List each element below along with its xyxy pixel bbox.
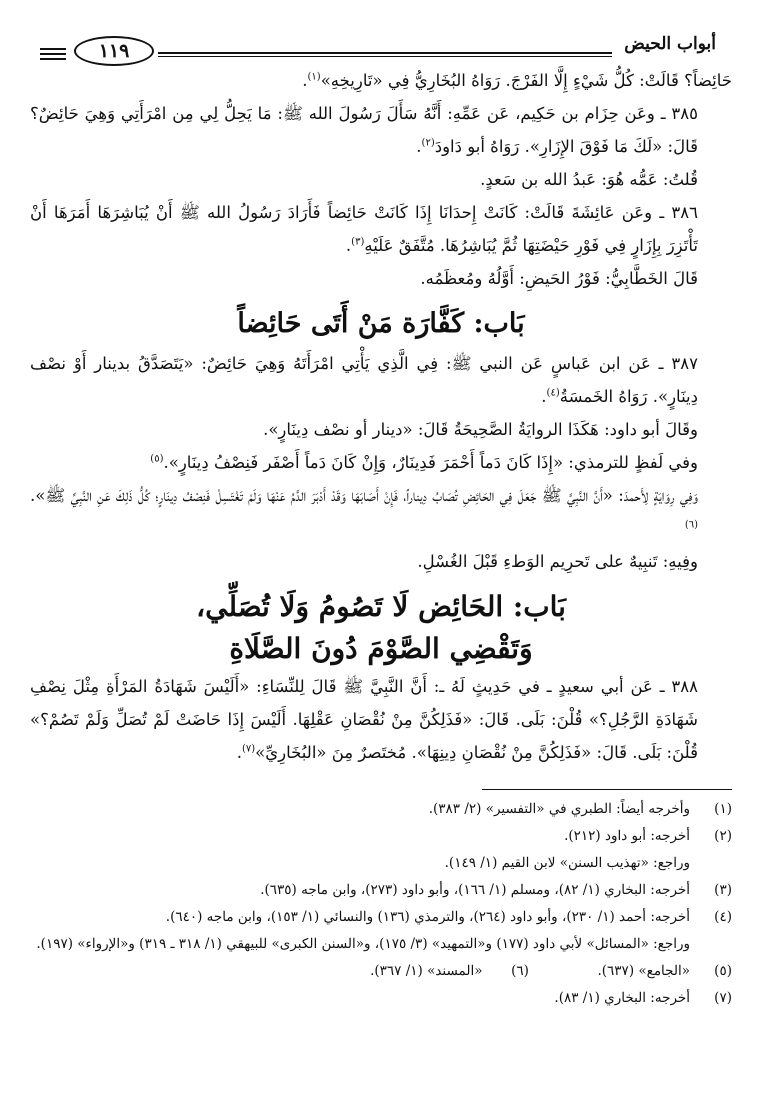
hadith-385: ٣٨٥ ـ وعَن حِزَام بن حَكِيم، عَن عَمِّهِ: أَنَّهُ سَأَلَ رَسُولَ الله ﷺ: مَا يَحِلُّ لِي مِن امْرَأَتِي وَهِيَ حَائِضٌ؟ قَالَ: «لَكَ مَا فَوْقَ الإِزَارِ». رَوَاهُ أبو دَاودَ$^{(٢)}$. xyxy=(30,104,698,156)
main-text xyxy=(30,64,732,769)
paragraph: قُلتُ: عَمُّه هُوَ: عَبدُ الله بن سَعدٍ. xyxy=(480,170,698,189)
running-title: أبواب الحيض xyxy=(624,34,716,54)
chapter-heading: بَاب: كَفَّارَة مَنْ أَتَى حَائِضاً xyxy=(237,308,525,339)
footnote: (٤) أخرجه: أحمد (١/ ٢٣٠)، وأبو داود (٢٦٤)، والترمذي (١٣٦) والنسائي (١/ ١٥٣)، وابن ماجه (٦٤٠). xyxy=(165,909,732,925)
hadith-387: ٣٨٧ ـ عَن ابن عَباسٍ عَن النبي ﷺ: فِي الَّذِي يَأْتِي امْرَأَتَهُ وَهِيَ حَائِضٌ: «يَتَصَدَّقُ بدينار أَوْ نصْف دِينَارٍ». رَوَاهُ الخَمسَةُ$^{(٤)}$. xyxy=(30,354,698,406)
footnote-mark: (١) xyxy=(307,71,321,83)
footnote: (٧) أخرجه: البخاري (١/ ٨٣). xyxy=(554,990,732,1006)
chapter-heading-2: بَاب: الحَائِض لَا تَصُومُ وَلَا تُصَلِّي، وَتَقْضِي الصَّوْمَ دُونَ الصَّلَاةِ xyxy=(196,590,566,665)
footnote: (١) وأخرجه أيضاً: الطبري في «التفسير» (٢/ ٣٨٣). xyxy=(428,801,732,817)
paragraph: وفِيهِ: تَنبِيهٌ على تَحرِيم الوَطءِ قَبْلَ الغُسْلِ. xyxy=(417,552,698,571)
footnote-mark: (٤) xyxy=(546,387,560,399)
paragraph: وَفِي رِوَايَةٍ لِأَحمدَ: «أَنَّ النَّبِيَّ ﷺ جَعَلَ فِي الحَائِضِ تُصَابُ دِيناراً، فَإِنْ أَصَابَهَا وَقَدْ أَدْبَرَ الدَّمُ عَنْهَا وَلَمْ تَغْتَسِلْ فَنِصْفُ دِينَارٍ؛ كُلُّ ذَلِكَ عَنِ النَّبِيِّ ﷺ».$^{(٦)}$ xyxy=(30,486,698,531)
paragraph: وفي لَفظٍ للترمذي: «إِذَا كَانَ دَماً أَحْمَرَ فَدِينَارٌ، وَإِنْ كَانَ دَماً أَصْفَر فَنِصْفُ دِينَارٍ».$^{(٥)}$ xyxy=(150,453,698,472)
footnote-mark: (٧) xyxy=(241,743,256,755)
footnotes xyxy=(30,796,732,1012)
paragraph: وقَالَ أبو داود: هَكَذَا الروايَةُ الصَّحِيحَةُ قَالَ: «دينار أو نصْف دِينَارٍ». xyxy=(263,420,698,439)
paragraph: حَائِضاً؟ قَالَتْ: كُلُّ شَيْءٍ إِلَّا الفَرْجَ. رَوَاهُ البُخَارِيُّ فِي «تَارِيخِهِ»$^{(١)}$. xyxy=(302,71,732,90)
header-rule-thin xyxy=(158,56,612,57)
header-rule xyxy=(158,52,612,54)
footnote-mark: (٢) xyxy=(421,137,435,149)
footnote: وراجع: «المسائل» لأبي داود (١٧٧) و«التمهيد» (٣/ ١٧٥)، و«السنن الكبرى» للبيهقي (١/ ٣١٨ ـ ٣١٩) و«الإرواء» (١٩٧). xyxy=(36,936,690,952)
hadith-386: ٣٨٦ ـ وعَن عَائِشَةَ قَالَتْ: كَانَتْ إِحدَانَا إِذَا كَانَتْ حَائِضاً فَأَرَادَ رَسُولُ الله ﷺ أَنْ يُبَاشِرَهَا أَمَرَهَا أَنْ تَأْتَزِرَ بِإِزَارٍ فِي فَوْرِ حَيْضَتِهَا ثُمَّ يُبَاشِرُهَا. مُتَّفَقٌ عَلَيْهِ$^{(٣)}$. xyxy=(30,203,698,255)
page-header xyxy=(30,0,732,64)
hadith-388: ٣٨٨ ـ عَن أبي سعيدٍ ـ في حَدِيثٍ لَهُ ـ: أَنَّ النَّبِيَّ ﷺ قَالَ لِلنِّسَاءِ: «أَلَيْسَ شَهَادَةُ المَرْأَةِ مِثْلَ نِصْفِ شَهَادَةِ الرَّجُلِ؟» قُلْنَ: بَلَى. قَالَ: «فَذَلِكُنَّ مِنْ نُقْصَانِ عَقْلِهَا. أَلَيْسَ إِذَا حَاضَتْ لَمْ تُصَلِّ وَلَمْ تَصُمْ؟» قُلْنَ: بَلَى. قَالَ: «فَذَلِكُنَّ مِنْ نُقْصَانِ دِينِهَا». مُختَصرٌ مِنَ «البُخَارِيِّ»$^{(٧)}$. xyxy=(30,677,698,762)
paragraph: قَالَ الخَطَّابِيُّ: فَوْرُ الحَيضِ: أَوَّلُهُ ومُعظَمُه. xyxy=(420,269,698,288)
footnote-divider xyxy=(482,789,732,790)
header-ornament xyxy=(40,48,66,63)
footnote: (٢) أخرجه: أبو داود (٢١٢). xyxy=(564,828,732,844)
footnote: (٥) «الجامع» (٦٣٧). (٦) «المسند» (١/ ٣٦٧). xyxy=(370,963,732,979)
footnote-mark: (٥) xyxy=(150,453,164,465)
footnote-mark: (٣) xyxy=(351,236,365,248)
footnote: وراجع: «تهذيب السنن» لابن القيم (١/ ١٤٩). xyxy=(444,855,690,871)
page-number: ١١٩ xyxy=(74,36,154,66)
footnote: (٣) أخرجه: البخاري (١/ ٨٢)، ومسلم (١/ ١٦٦)، وأبو داود (٢٧٣)، وابن ماجه (٦٣٥). xyxy=(260,882,732,898)
footnote-mark: (٦) xyxy=(684,519,698,531)
